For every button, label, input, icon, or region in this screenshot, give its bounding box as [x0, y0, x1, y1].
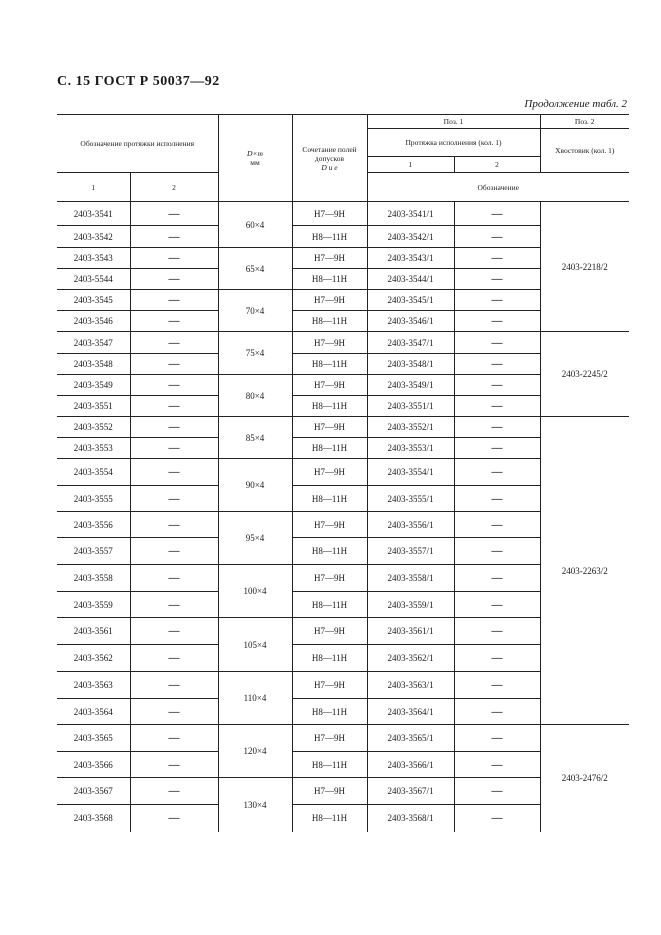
row-designation-1: 2403-3548	[57, 354, 130, 375]
tolerance-combination: H7—9H	[292, 672, 367, 699]
row-designation-1: 2403-3546	[57, 311, 130, 332]
dxm-value: 60×4	[218, 202, 292, 248]
row-designation-2: —	[130, 725, 218, 752]
tolerance-combination: H8—11H	[292, 699, 367, 725]
row-designation-1: 2403-5544	[57, 269, 130, 290]
tolerance-combination: H7—9H	[292, 417, 367, 438]
tolerance-combination: H8—11H	[292, 396, 367, 417]
pos1-designation-1: 2403-3562/1	[367, 645, 454, 672]
table-body	[57, 202, 629, 832]
pos1-designation-2: —	[454, 396, 540, 417]
header-pos1-sub: Протяжка исполнения (кол. 1)	[367, 129, 540, 157]
pos1-designation-2: —	[454, 618, 540, 645]
row-designation-2: —	[130, 778, 218, 805]
pos1-designation-1: 2403-3549/1	[367, 375, 454, 396]
table-row	[57, 202, 629, 226]
pos1-designation-1: 2403-3547/1	[367, 332, 454, 354]
dxm-value: 130×4	[218, 778, 292, 832]
pos1-designation-2: —	[454, 269, 540, 290]
tolerance-combination: H7—9H	[292, 290, 367, 311]
row-designation-2: —	[130, 332, 218, 354]
pos1-designation-1: 2403-3554/1	[367, 459, 454, 486]
pos1-designation-2: —	[454, 332, 540, 354]
dxm-value: 65×4	[218, 248, 292, 290]
header-pos2-sub: Хвостовик (кол. 1)	[540, 129, 629, 173]
pos1-designation-1: 2403-3541/1	[367, 202, 454, 226]
tolerance-combination: H8—11H	[292, 269, 367, 290]
pos2-shank-designation: 2403-2245/2	[540, 332, 629, 417]
header-dxm-unit: мм	[250, 158, 260, 167]
dxm-value: 95×4	[218, 512, 292, 565]
pos1-designation-2: —	[454, 805, 540, 832]
pos1-designation-1: 2403-3548/1	[367, 354, 454, 375]
tolerance-combination: H7—9H	[292, 459, 367, 486]
row-designation-2: —	[130, 375, 218, 396]
row-designation-1: 2403-3553	[57, 438, 130, 459]
tolerance-combination: H8—11H	[292, 354, 367, 375]
row-designation-2: —	[130, 311, 218, 332]
tolerance-combination: H8—11H	[292, 226, 367, 248]
row-designation-1: 2403-3567	[57, 778, 130, 805]
dxm-value: 70×4	[218, 290, 292, 332]
specification-table	[57, 114, 629, 832]
tolerance-combination: H8—11H	[292, 311, 367, 332]
table-continuation-label: Продолжение табл. 2	[524, 98, 627, 110]
header-dxm-symbol: D×m	[247, 149, 263, 158]
row-designation-2: —	[130, 396, 218, 417]
pos1-designation-1: 2403-3556/1	[367, 512, 454, 538]
tolerance-combination: H7—9H	[292, 375, 367, 396]
tolerance-combination: H7—9H	[292, 565, 367, 592]
row-designation-1: 2403-3565	[57, 725, 130, 752]
pos1-designation-1: 2403-3557/1	[367, 538, 454, 565]
tolerance-combination: H7—9H	[292, 778, 367, 805]
row-designation-2: —	[130, 645, 218, 672]
dxm-value: 110×4	[218, 672, 292, 725]
tolerance-combination: H7—9H	[292, 725, 367, 752]
tolerance-combination: H8—11H	[292, 538, 367, 565]
dxm-value: 120×4	[218, 725, 292, 778]
pos1-designation-2: —	[454, 592, 540, 618]
header-combination	[292, 115, 367, 202]
row-designation-1: 2403-3554	[57, 459, 130, 486]
pos1-designation-2: —	[454, 248, 540, 269]
row-designation-2: —	[130, 486, 218, 512]
row-designation-2: —	[130, 565, 218, 592]
table-row	[57, 332, 629, 354]
dxm-value: 100×4	[218, 565, 292, 618]
pos1-designation-2: —	[454, 645, 540, 672]
row-designation-1: 2403-3568	[57, 805, 130, 832]
row-designation-1: 2403-3542	[57, 226, 130, 248]
dxm-value: 105×4	[218, 618, 292, 672]
pos1-designation-1: 2403-3561/1	[367, 618, 454, 645]
pos1-designation-1: 2403-3542/1	[367, 226, 454, 248]
header-sub-1: 1	[367, 157, 454, 173]
tolerance-combination: H8—11H	[292, 805, 367, 832]
row-designation-2: —	[130, 248, 218, 269]
pos1-designation-2: —	[454, 752, 540, 778]
row-designation-1: 2403-3563	[57, 672, 130, 699]
pos1-designation-1: 2403-3546/1	[367, 311, 454, 332]
pos1-designation-1: 2403-3567/1	[367, 778, 454, 805]
dxm-value: 75×4	[218, 332, 292, 375]
row-designation-1: 2403-3558	[57, 565, 130, 592]
pos1-designation-2: —	[454, 226, 540, 248]
pos1-designation-2: —	[454, 725, 540, 752]
pos1-designation-1: 2403-3555/1	[367, 486, 454, 512]
pos1-designation-2: —	[454, 311, 540, 332]
pos1-designation-2: —	[454, 672, 540, 699]
row-designation-1: 2403-3566	[57, 752, 130, 778]
dxm-value: 80×4	[218, 375, 292, 417]
row-designation-2: —	[130, 354, 218, 375]
row-designation-1: 2403-3555	[57, 486, 130, 512]
tolerance-combination: H7—9H	[292, 512, 367, 538]
row-designation-2: —	[130, 672, 218, 699]
row-designation-2: —	[130, 592, 218, 618]
tolerance-combination: H7—9H	[292, 332, 367, 354]
pos1-designation-1: 2403-3551/1	[367, 396, 454, 417]
tolerance-combination: H8—11H	[292, 752, 367, 778]
pos1-designation-1: 2403-3553/1	[367, 438, 454, 459]
pos1-designation-2: —	[454, 459, 540, 486]
page-title: С. 15 ГОСТ Р 50037—92	[57, 74, 220, 89]
pos1-designation-1: 2403-3545/1	[367, 290, 454, 311]
row-designation-2: —	[130, 699, 218, 725]
row-designation-1: 2403-3564	[57, 699, 130, 725]
pos2-shank-designation: 2403-2218/2	[540, 202, 629, 332]
row-designation-1: 2403-3547	[57, 332, 130, 354]
tolerance-combination: H7—9H	[292, 248, 367, 269]
pos1-designation-1: 2403-3565/1	[367, 725, 454, 752]
header-dxm	[218, 115, 292, 202]
row-designation-1: 2403-3561	[57, 618, 130, 645]
row-designation-2: —	[130, 269, 218, 290]
row-designation-1: 2403-3543	[57, 248, 130, 269]
pos1-designation-2: —	[454, 354, 540, 375]
row-designation-2: —	[130, 417, 218, 438]
row-designation-2: —	[130, 459, 218, 486]
pos1-designation-2: —	[454, 538, 540, 565]
tolerance-combination: H8—11H	[292, 645, 367, 672]
pos1-designation-1: 2403-3559/1	[367, 592, 454, 618]
pos1-designation-1: 2403-3544/1	[367, 269, 454, 290]
row-designation-1: 2403-3556	[57, 512, 130, 538]
row-designation-2: —	[130, 512, 218, 538]
pos1-designation-1: 2403-3543/1	[367, 248, 454, 269]
header-designation: Обозначение протяжки исполнения	[57, 115, 218, 173]
pos2-shank-designation: 2403-2476/2	[561, 773, 608, 784]
pos1-designation-2: —	[454, 202, 540, 226]
header-combination-symbol: D и e	[321, 162, 338, 172]
row-designation-2: —	[130, 538, 218, 565]
row-designation-2: —	[130, 290, 218, 311]
header-designation-label: Обозначение	[367, 173, 629, 202]
pos1-designation-2: —	[454, 699, 540, 725]
row-designation-1: 2403-3557	[57, 538, 130, 565]
table-row	[57, 417, 629, 438]
pos1-designation-2: —	[454, 565, 540, 592]
pos1-designation-1: 2403-3552/1	[367, 417, 454, 438]
pos1-designation-1: 2403-3568/1	[367, 805, 454, 832]
header-num-2: 2	[130, 173, 218, 202]
table-row	[57, 725, 629, 752]
pos1-designation-2: —	[454, 778, 540, 805]
dxm-value: 90×4	[218, 459, 292, 512]
pos1-designation-2: —	[454, 512, 540, 538]
row-designation-2: —	[130, 805, 218, 832]
pos1-designation-1: 2403-3564/1	[367, 699, 454, 725]
row-designation-2: —	[130, 618, 218, 645]
header-pos2: Поз. 2	[540, 115, 629, 129]
row-designation-2: —	[130, 438, 218, 459]
row-designation-2: —	[130, 226, 218, 248]
header-sub-2: 2	[454, 157, 540, 173]
pos1-designation-2: —	[454, 290, 540, 311]
pos2-shank-designation: 2403-2263/2	[540, 417, 629, 725]
tolerance-combination: H7—9H	[292, 618, 367, 645]
header-combination-label: Сочетание полей допусков	[302, 144, 357, 163]
row-designation-1: 2403-3562	[57, 645, 130, 672]
pos1-designation-2: —	[454, 438, 540, 459]
pos1-designation-2: —	[454, 417, 540, 438]
tolerance-combination: H8—11H	[292, 438, 367, 459]
row-designation-1: 2403-3549	[57, 375, 130, 396]
row-designation-1: 2403-3552	[57, 417, 130, 438]
row-designation-1: 2403-3551	[57, 396, 130, 417]
tolerance-combination: H8—11H	[292, 486, 367, 512]
tolerance-combination: H7—9H	[292, 202, 367, 226]
pos1-designation-1: 2403-3563/1	[367, 672, 454, 699]
row-designation-1: 2403-3545	[57, 290, 130, 311]
header-pos1: Поз. 1	[367, 115, 540, 129]
tolerance-combination: H8—11H	[292, 592, 367, 618]
row-designation-2: —	[130, 202, 218, 226]
row-designation-1: 2403-3541	[57, 202, 130, 226]
row-designation-1: 2403-3559	[57, 592, 130, 618]
pos1-designation-2: —	[454, 486, 540, 512]
dxm-value: 85×4	[218, 417, 292, 459]
pos1-designation-2: —	[454, 375, 540, 396]
pos1-designation-1: 2403-3558/1	[367, 565, 454, 592]
row-designation-2: —	[130, 752, 218, 778]
pos1-designation-1: 2403-3566/1	[367, 752, 454, 778]
header-num-1: 1	[57, 173, 130, 202]
